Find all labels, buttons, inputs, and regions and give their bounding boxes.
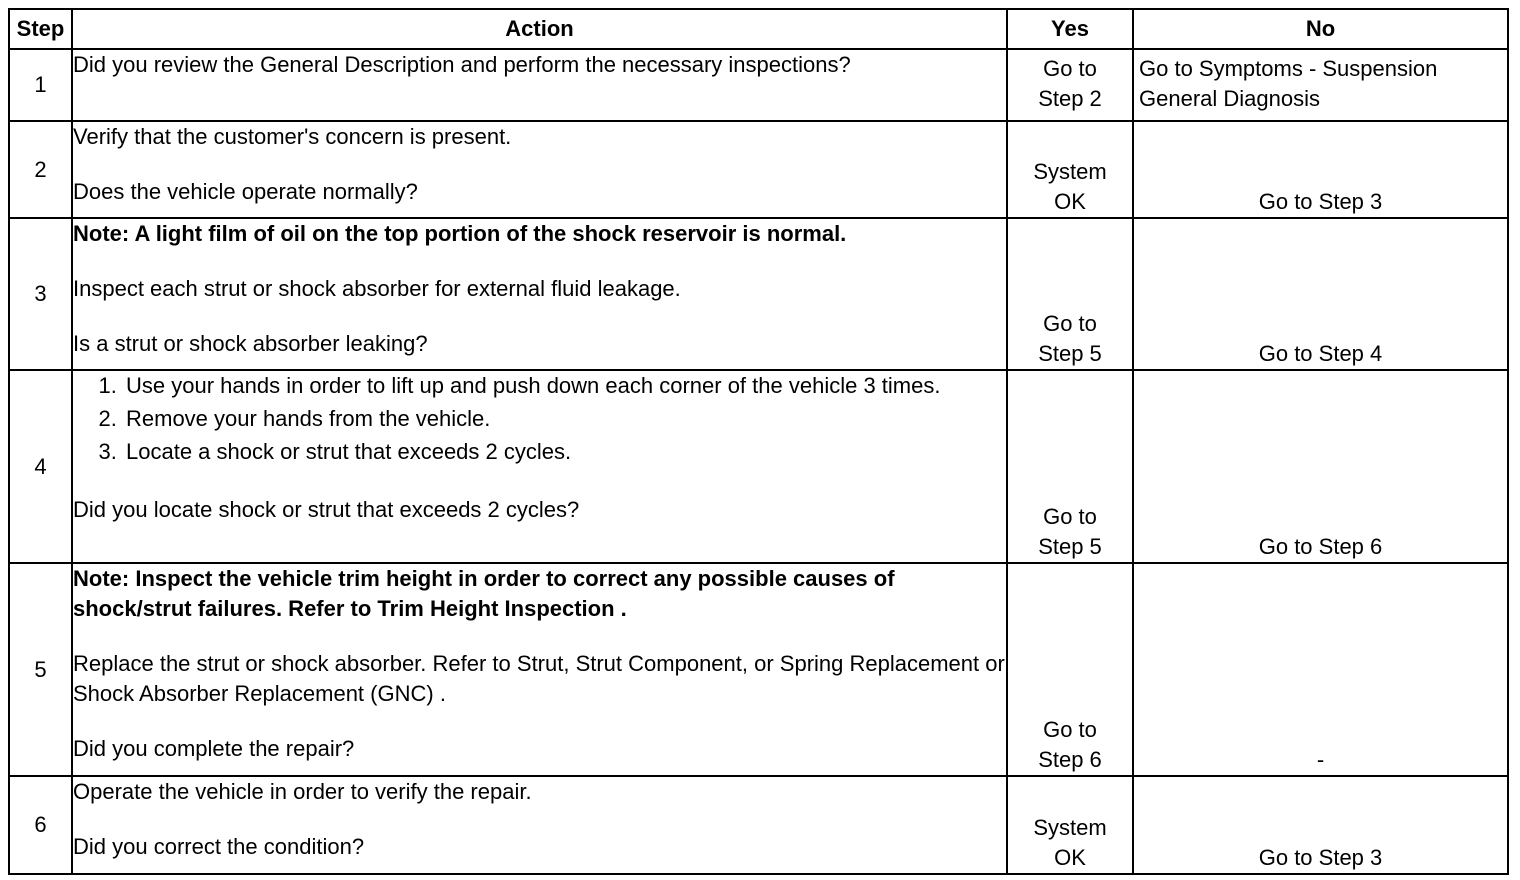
diagnostic-table	[8, 8, 1509, 875]
step-number: 4	[9, 370, 72, 563]
action-instruction: Replace the strut or shock absorber. Refer to Strut, Strut Component, or Spring Replacement or Shock Absorber Replacement (GNC) .	[73, 651, 1005, 706]
step-number: 6	[9, 776, 72, 874]
header-yes: Yes	[1007, 9, 1133, 49]
no-cell: Go to Step 6	[1133, 370, 1508, 563]
no-cell: -	[1133, 563, 1508, 776]
yes-cell	[1007, 370, 1133, 563]
action-instruction: Verify that the customer's concern is present.	[73, 124, 512, 149]
action-question: Did you correct the condition?	[73, 834, 365, 859]
procedure-list	[73, 371, 1006, 467]
action-instruction: Operate the vehicle in order to verify the repair.	[73, 779, 532, 804]
action-note: Note: A light film of oil on the top portion of the shock reservoir is normal.	[73, 221, 847, 246]
action-question: Did you complete the repair?	[73, 736, 355, 761]
no-cell: Go to Step 3	[1133, 121, 1508, 218]
action-instruction: Inspect each strut or shock absorber for external fluid leakage.	[73, 276, 681, 301]
yes-line-1: Go to	[1043, 717, 1097, 742]
no-line-2: General Diagnosis	[1139, 86, 1320, 111]
yes-line-2: Step 5	[1038, 341, 1102, 366]
header-row	[9, 9, 1508, 49]
table-row	[9, 370, 1508, 563]
table-row	[9, 563, 1508, 776]
no-line-1: Go to Symptoms - Suspension	[1139, 56, 1438, 81]
yes-line-1: System	[1033, 815, 1107, 840]
header-no: No	[1133, 9, 1508, 49]
action-cell	[72, 370, 1007, 563]
yes-line-2: Step 2	[1038, 86, 1102, 111]
yes-line-2: Step 6	[1038, 747, 1102, 772]
procedure-item: 1. Use your hands in order to lift up and push down each corner of the vehicle 3 times.	[123, 371, 1006, 401]
yes-cell	[1007, 121, 1133, 218]
header-action: Action	[72, 9, 1007, 49]
action-question: Did you locate shock or strut that exceeds 2 cycles?	[73, 497, 580, 522]
yes-line-1: System	[1033, 159, 1107, 184]
procedure-item: 2. Remove your hands from the vehicle.	[123, 404, 1006, 434]
action-cell	[72, 49, 1007, 121]
step-number: 5	[9, 563, 72, 776]
no-cell	[1133, 49, 1508, 121]
yes-cell	[1007, 563, 1133, 776]
step-number: 3	[9, 218, 72, 370]
yes-line-1: Go to	[1043, 311, 1097, 336]
action-cell	[72, 776, 1007, 874]
action-question: Did you review the General Description and perform the necessary inspections?	[73, 52, 851, 77]
action-cell	[72, 121, 1007, 218]
table-row	[9, 49, 1508, 121]
yes-cell	[1007, 218, 1133, 370]
step-number: 1	[9, 49, 72, 121]
yes-line-2: OK	[1054, 189, 1086, 214]
procedure-item: 3. Locate a shock or strut that exceeds 2 cycles.	[123, 437, 1006, 467]
yes-line-1: Go to	[1043, 504, 1097, 529]
no-cell: Go to Step 4	[1133, 218, 1508, 370]
step-number: 2	[9, 121, 72, 218]
table-row	[9, 121, 1508, 218]
no-cell: Go to Step 3	[1133, 776, 1508, 874]
table-row	[9, 218, 1508, 370]
action-cell	[72, 563, 1007, 776]
yes-cell	[1007, 49, 1133, 121]
table-row	[9, 776, 1508, 874]
header-step: Step	[9, 9, 72, 49]
yes-line-2: Step 5	[1038, 534, 1102, 559]
action-note: Note: Inspect the vehicle trim height in order to correct any possible causes of shock/strut failures. Refer to Trim Height Inspection .	[73, 566, 895, 621]
yes-cell	[1007, 776, 1133, 874]
yes-line-2: OK	[1054, 845, 1086, 870]
yes-line-1: Go to	[1043, 56, 1097, 81]
action-cell	[72, 218, 1007, 370]
action-question: Is a strut or shock absorber leaking?	[73, 331, 428, 356]
action-question: Does the vehicle operate normally?	[73, 179, 418, 204]
